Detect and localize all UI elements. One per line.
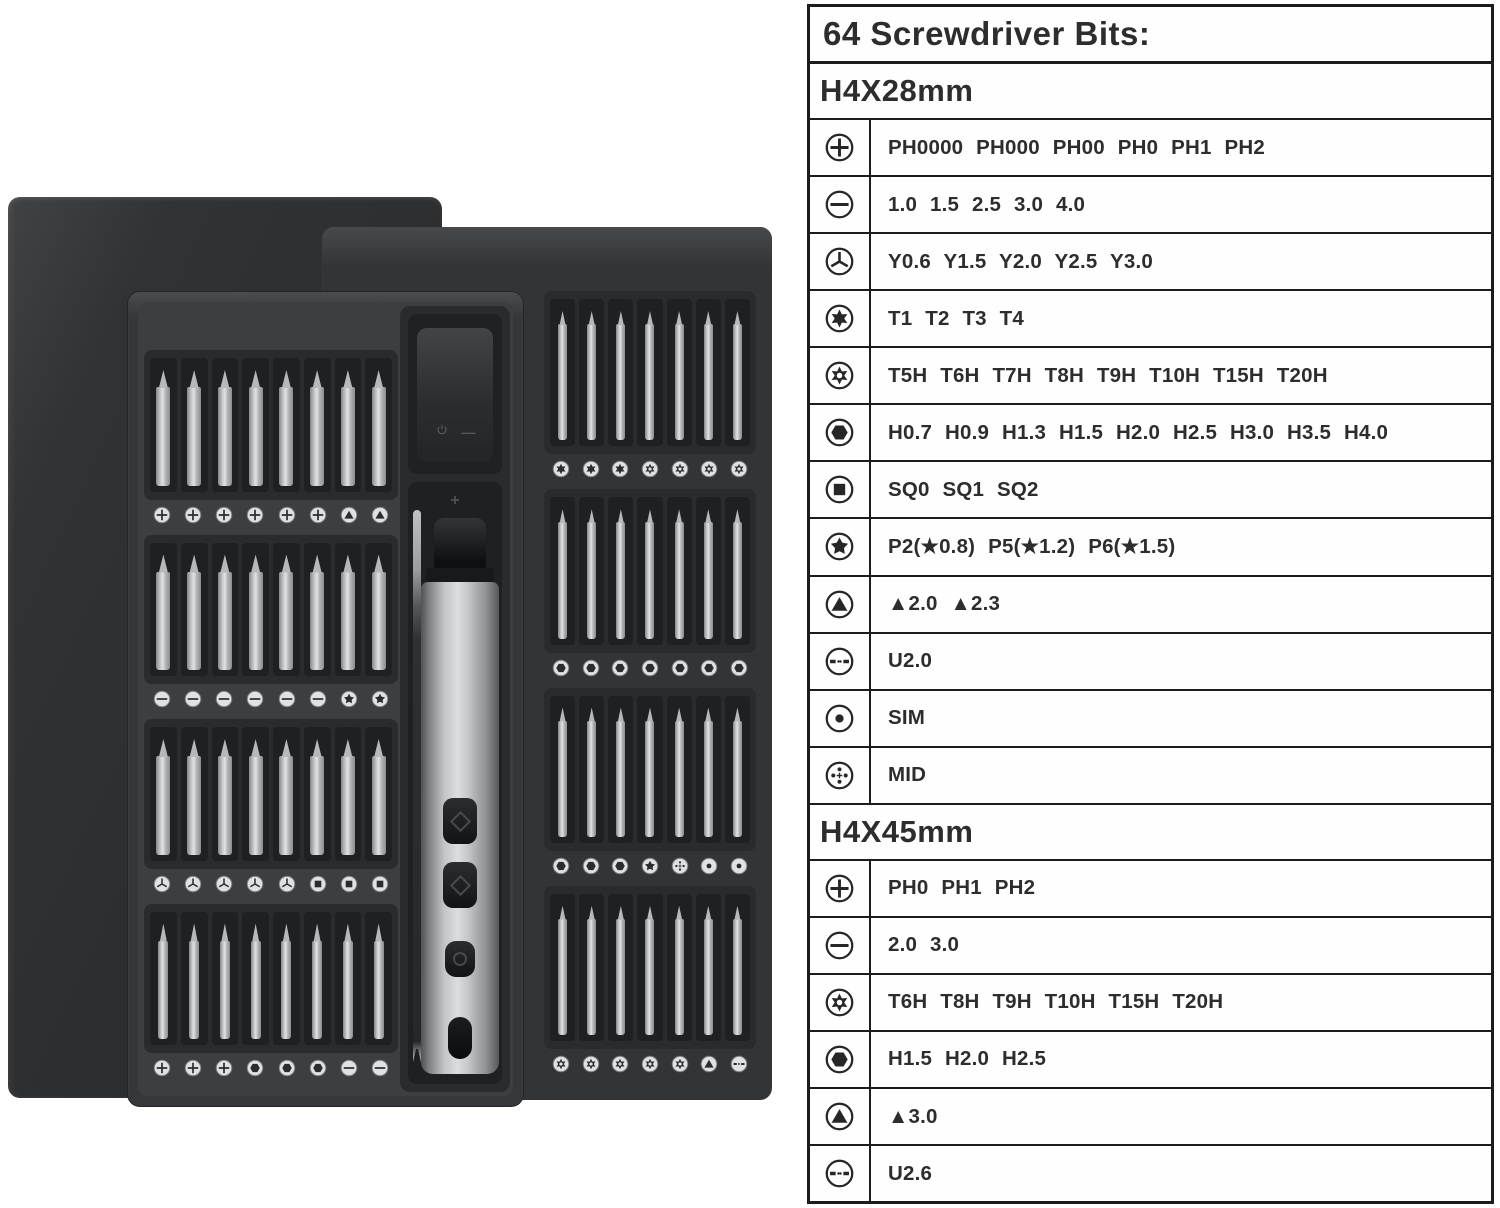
hex-icon <box>552 857 570 875</box>
bit-sizes: Y0.6 Y1.5 Y2.0 Y2.5 Y3.0 <box>888 249 1153 273</box>
hex-icon <box>278 1059 296 1077</box>
spec-row <box>810 975 1491 1032</box>
screwdriver-collar <box>426 568 494 583</box>
bit-slot <box>365 912 392 1046</box>
bit-slot <box>579 696 604 843</box>
triwing-icon <box>215 875 233 893</box>
bit-slot <box>696 497 721 644</box>
bit-badge-row <box>146 503 396 527</box>
bit-slot <box>335 727 362 861</box>
table-title: 64 Screwdriver Bits: <box>810 7 1491 64</box>
hex-icon <box>824 417 855 448</box>
hex-icon <box>671 659 689 677</box>
bit-sizes: U2.0 <box>888 649 933 673</box>
square-icon <box>309 875 327 893</box>
bit-badge-row <box>546 457 754 481</box>
screwdriver-bit <box>372 572 386 671</box>
bit-sizes: SIM <box>888 706 926 730</box>
hex-icon <box>611 659 629 677</box>
bit-tray-row <box>544 291 756 454</box>
power-icon <box>435 423 449 440</box>
hex-icon <box>700 659 718 677</box>
hex-icon <box>730 659 748 677</box>
torx-icon <box>552 460 570 478</box>
bit-slot <box>242 358 269 492</box>
slotted-icon <box>184 690 202 708</box>
bit-slot <box>608 497 633 644</box>
bit-slot <box>212 543 239 677</box>
bit-tray-row <box>544 489 756 652</box>
screwdriver-bit <box>310 756 324 855</box>
bit-slot <box>181 727 208 861</box>
screwdriver-bit <box>733 522 742 638</box>
bit-slot <box>608 299 633 446</box>
bit-slot <box>304 358 331 492</box>
bit-slot <box>273 727 300 861</box>
screwdriver-bit <box>341 572 355 671</box>
u-fork-icon <box>824 646 855 677</box>
bit-slot <box>273 543 300 677</box>
screwdriver-bit <box>645 919 654 1035</box>
screwdriver-bit <box>704 721 713 837</box>
bit-slot <box>365 358 392 492</box>
bit-slot <box>667 696 692 843</box>
phillips-icon <box>153 506 171 524</box>
bit-sizes: SQ0 SQ1 SQ2 <box>888 477 1039 501</box>
storage-recess <box>408 314 502 474</box>
torx-icon <box>582 460 600 478</box>
spec-row <box>810 1032 1491 1089</box>
bit-slot <box>579 299 604 446</box>
spec-row <box>810 918 1491 975</box>
bit-slot <box>725 299 750 446</box>
torx-security-icon <box>730 460 748 478</box>
screwdriver-bit <box>158 941 168 1040</box>
back-case-bit-rows <box>544 291 756 1084</box>
bit-slot <box>696 696 721 843</box>
bit-badge-row <box>146 872 396 896</box>
bit-slot <box>242 543 269 677</box>
phillips-icon <box>184 506 202 524</box>
torx-security-icon <box>582 1055 600 1073</box>
phillips-icon <box>278 506 296 524</box>
screwdriver-bit <box>616 721 625 837</box>
bit-slot <box>608 696 633 843</box>
screwdriver-bit <box>189 941 199 1040</box>
spec-row <box>810 120 1491 177</box>
bit-slot <box>304 727 331 861</box>
screwdriver-bit <box>704 324 713 440</box>
pentalobe-icon <box>641 857 659 875</box>
screwdriver-bit <box>372 387 386 486</box>
screwdriver-bit <box>187 572 201 671</box>
screwdriver-bit <box>156 756 170 855</box>
tweezers <box>413 510 421 1044</box>
screwdriver-bit <box>279 387 293 486</box>
triangle-icon <box>340 506 358 524</box>
hex-icon <box>552 659 570 677</box>
triangle-icon <box>824 589 855 620</box>
screwdriver-bit <box>341 756 355 855</box>
storage-box <box>417 328 493 462</box>
bit-slot <box>273 912 300 1046</box>
bit-tray-row <box>144 535 398 685</box>
spec-row <box>810 691 1491 748</box>
screwdriver-bit <box>187 756 201 855</box>
screwdriver-bit <box>312 941 322 1040</box>
screwdriver-button <box>443 798 477 844</box>
bit-slot <box>365 543 392 677</box>
slotted-icon <box>215 690 233 708</box>
sim-icon <box>824 703 855 734</box>
mid-icon <box>824 760 855 791</box>
triangle-icon <box>700 1055 718 1073</box>
torx-security-icon <box>641 460 659 478</box>
screwdriver-bit <box>220 941 230 1040</box>
hex-icon <box>611 857 629 875</box>
pentalobe-icon <box>371 690 389 708</box>
screwdriver-bit <box>341 387 355 486</box>
square-icon <box>340 875 358 893</box>
screwdriver-bit <box>558 721 567 837</box>
slotted-icon <box>340 1059 358 1077</box>
bit-sizes: T1 T2 T3 T4 <box>888 306 1024 330</box>
bit-slot <box>150 727 177 861</box>
bit-slot <box>725 696 750 843</box>
bit-slot <box>242 727 269 861</box>
bit-sizes: PH0000 PH000 PH00 PH0 PH1 PH2 <box>888 135 1265 159</box>
screwdriver-bit <box>645 721 654 837</box>
screwdriver-button <box>443 862 477 908</box>
bit-slot <box>637 696 662 843</box>
screwdriver-bit <box>733 721 742 837</box>
screwdriver-cap <box>434 518 486 570</box>
torx-security-icon <box>641 1055 659 1073</box>
bit-slot <box>181 543 208 677</box>
screwdriver-bit <box>310 572 324 671</box>
spec-row <box>810 405 1491 462</box>
bit-slot <box>579 894 604 1041</box>
torx-security-icon <box>824 987 855 1018</box>
bit-slot <box>365 727 392 861</box>
torx-security-icon <box>671 460 689 478</box>
pentalobe-icon <box>824 531 855 562</box>
electric-screwdriver <box>426 518 494 1074</box>
screwdriver-bit <box>733 919 742 1035</box>
bit-slot <box>550 497 575 644</box>
bit-slot <box>212 727 239 861</box>
torx-security-icon <box>824 360 855 391</box>
torx-security-icon <box>671 1055 689 1073</box>
bit-slot <box>696 299 721 446</box>
spec-row <box>810 1089 1491 1146</box>
hex-icon <box>824 1044 855 1075</box>
section-header-h4x28: H4X28mm <box>810 64 1491 120</box>
bit-sizes: H1.5 H2.0 H2.5 <box>888 1047 1047 1071</box>
triwing-icon <box>824 246 855 277</box>
phillips-icon <box>215 1059 233 1077</box>
bit-slot <box>637 894 662 1041</box>
screwdriver-bit <box>310 387 324 486</box>
spec-row <box>810 634 1491 691</box>
torx-security-icon <box>700 460 718 478</box>
screwdriver-power-button <box>445 941 475 977</box>
phillips-icon <box>309 506 327 524</box>
spec-row <box>810 577 1491 634</box>
screwdriver-bit <box>558 522 567 638</box>
bit-sizes: PH0 PH1 PH2 <box>888 876 1036 900</box>
slotted-icon <box>309 690 327 708</box>
bit-slot <box>696 894 721 1041</box>
screwdriver-bit <box>675 919 684 1035</box>
spec-row <box>810 462 1491 519</box>
screwdriver-bit <box>616 324 625 440</box>
bit-slot <box>550 696 575 843</box>
screwdriver-bit <box>587 522 596 638</box>
phillips-icon <box>184 1059 202 1077</box>
bit-slot <box>273 358 300 492</box>
screwdriver-bit <box>281 941 291 1040</box>
bit-slot <box>242 912 269 1046</box>
screwdriver-bit <box>587 919 596 1035</box>
screwdriver-bit <box>645 522 654 638</box>
bit-tray-row <box>544 886 756 1049</box>
screwdriver-bit <box>156 572 170 671</box>
screwdriver-bit <box>249 387 263 486</box>
phillips-icon <box>246 506 264 524</box>
bit-slot <box>150 912 177 1046</box>
bit-sizes: 1.0 1.5 2.5 3.0 4.0 <box>888 192 1086 216</box>
triwing-icon <box>153 875 171 893</box>
spec-row <box>810 291 1491 348</box>
screwdriver-bit <box>279 756 293 855</box>
triwing-icon <box>184 875 202 893</box>
bit-sizes: MID <box>888 763 927 787</box>
screwdriver-bit <box>558 919 567 1035</box>
bit-badge-row <box>546 656 754 680</box>
bit-slot <box>335 912 362 1046</box>
spec-row <box>810 861 1491 918</box>
driver-channel <box>408 482 502 1084</box>
phillips-icon <box>824 132 855 163</box>
screwdriver-bit <box>218 387 232 486</box>
screwdriver-body <box>421 582 499 1074</box>
u-fork-icon <box>730 1055 748 1073</box>
torx-icon <box>824 303 855 334</box>
tool-compartment <box>400 306 510 1092</box>
bit-slot <box>579 497 604 644</box>
bit-slot <box>212 358 239 492</box>
screwdriver-bit <box>249 756 263 855</box>
bit-slot <box>725 497 750 644</box>
screwdriver-bit <box>645 324 654 440</box>
hex-icon <box>309 1059 327 1077</box>
bit-slot <box>550 299 575 446</box>
bit-badge-row <box>546 1052 754 1076</box>
spec-row <box>810 348 1491 405</box>
pentalobe-icon <box>340 690 358 708</box>
screwdriver-bit <box>675 721 684 837</box>
screwdriver-bit <box>187 387 201 486</box>
screwdriver-bit <box>616 919 625 1035</box>
mid-icon <box>671 857 689 875</box>
front-case <box>128 292 523 1106</box>
triangle-icon <box>824 1101 855 1132</box>
bit-slot <box>181 912 208 1046</box>
slotted-icon <box>153 690 171 708</box>
spec-row <box>810 234 1491 291</box>
phillips-icon <box>824 873 855 904</box>
bit-sizes: T6H T8H T9H T10H T15H T20H <box>888 990 1224 1014</box>
minus-mark: — <box>461 423 476 440</box>
slotted-icon <box>278 690 296 708</box>
spec-row <box>810 177 1491 234</box>
torx-icon <box>611 460 629 478</box>
bit-badge-row <box>546 854 754 878</box>
bit-sizes: P2(★0.8) P5(★1.2) P6(★1.5) <box>888 535 1176 559</box>
storage-molded-marks <box>408 423 502 440</box>
phillips-icon <box>153 1059 171 1077</box>
phillips-icon <box>215 506 233 524</box>
screwdriver-bit <box>218 756 232 855</box>
spec-table <box>807 4 1494 1204</box>
screwdriver-bit <box>279 572 293 671</box>
slotted-icon <box>371 1059 389 1077</box>
screwdriver-bit <box>558 324 567 440</box>
bit-badge-row <box>146 1056 396 1080</box>
bit-slot <box>667 299 692 446</box>
screwdriver-bit <box>675 324 684 440</box>
bit-slot <box>637 497 662 644</box>
bit-sizes: U2.6 <box>888 1161 933 1185</box>
bit-badge-row <box>146 687 396 711</box>
bit-slot <box>335 358 362 492</box>
screwdriver-bit <box>733 324 742 440</box>
bit-sizes: 2.0 3.0 <box>888 933 960 957</box>
bit-sizes: H0.7 H0.9 H1.3 H1.5 H2.0 H2.5 H3.0 H3.5 H4.0 <box>888 420 1389 444</box>
screwdriver-bit <box>587 324 596 440</box>
bit-tray-row <box>144 350 398 500</box>
torx-security-icon <box>552 1055 570 1073</box>
square-icon <box>371 875 389 893</box>
spec-row <box>810 748 1491 805</box>
bit-sizes: ▲2.0 ▲2.3 <box>888 592 1001 616</box>
bit-slot <box>725 894 750 1041</box>
bit-slot <box>637 299 662 446</box>
section-header-h4x45: H4X45mm <box>810 805 1491 861</box>
plus-mark: + <box>450 492 460 509</box>
screwdriver-bit <box>249 572 263 671</box>
screwdriver-bit <box>587 721 596 837</box>
spec-row <box>810 1146 1491 1201</box>
bit-tray-row <box>144 904 398 1054</box>
triangle-icon <box>371 506 389 524</box>
bit-slot <box>304 543 331 677</box>
bit-sizes: T5H T6H T7H T8H T9H T10H T15H T20H <box>888 363 1328 387</box>
screwdriver-bit <box>251 941 261 1040</box>
bit-slot <box>181 358 208 492</box>
u-fork-icon <box>824 1158 855 1189</box>
bit-slot <box>667 497 692 644</box>
screwdriver-bit <box>704 919 713 1035</box>
slotted-icon <box>824 930 855 961</box>
bit-sizes: ▲3.0 <box>888 1104 938 1128</box>
bit-slot <box>335 543 362 677</box>
hex-icon <box>246 1059 264 1077</box>
screwdriver-bit <box>218 572 232 671</box>
screwdriver-bit-socket <box>448 1017 472 1059</box>
bit-slot <box>150 543 177 677</box>
screwdriver-bit <box>374 941 384 1040</box>
screwdriver-bit <box>372 756 386 855</box>
bit-slot <box>212 912 239 1046</box>
slotted-icon <box>246 690 264 708</box>
bit-slot <box>667 894 692 1041</box>
hex-icon <box>582 659 600 677</box>
screwdriver-bit <box>343 941 353 1040</box>
slotted-icon <box>824 189 855 220</box>
screwdriver-bit <box>704 522 713 638</box>
screwdriver-bit <box>616 522 625 638</box>
front-case-bit-rows <box>144 350 398 1088</box>
hex-icon <box>582 857 600 875</box>
bit-tray-row <box>144 719 398 869</box>
bit-slot <box>608 894 633 1041</box>
spec-row <box>810 519 1491 576</box>
triwing-icon <box>246 875 264 893</box>
bit-slot <box>550 894 575 1041</box>
screwdriver-bit <box>675 522 684 638</box>
sim-icon <box>700 857 718 875</box>
sim-icon <box>730 857 748 875</box>
torx-security-icon <box>611 1055 629 1073</box>
bit-slot <box>150 358 177 492</box>
square-icon <box>824 474 855 505</box>
bit-slot <box>304 912 331 1046</box>
hex-icon <box>641 659 659 677</box>
bit-tray-row <box>544 688 756 851</box>
triwing-icon <box>278 875 296 893</box>
screwdriver-bit <box>156 387 170 486</box>
